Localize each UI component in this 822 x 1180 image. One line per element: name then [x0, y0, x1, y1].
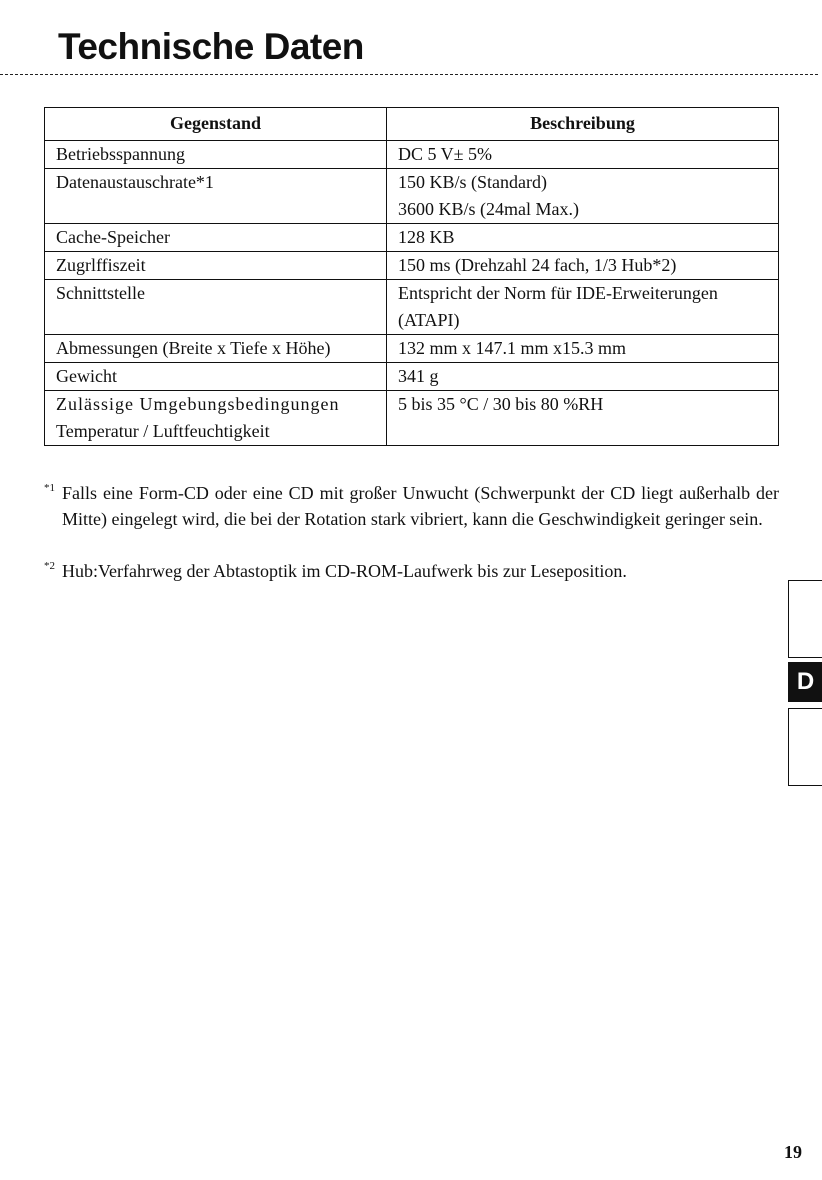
spec-value-text: 128 KB [398, 227, 455, 247]
side-tab-empty-top [788, 580, 822, 658]
table-row [45, 141, 779, 169]
column-header-description: Beschreibung [387, 108, 779, 141]
column-header-item: Gegenstand [45, 108, 387, 141]
spec-value [387, 224, 779, 252]
table-header-row [45, 108, 779, 141]
spec-item-text: Abmessungen (Breite x Tiefe x Höhe) [56, 338, 331, 358]
spec-item [45, 280, 387, 335]
spec-item-text: Betriebsspannung [56, 144, 185, 164]
spec-value [387, 252, 779, 280]
spec-item [45, 252, 387, 280]
side-tab-language-d: D [788, 662, 822, 702]
table-row [45, 280, 779, 335]
spec-value-text: 341 g [398, 366, 439, 386]
spec-value [387, 391, 779, 446]
footnote-text: Falls eine Form-CD oder eine CD mit großer Unwucht (Schwerpunkt der CD liegt außerhalb der Mitte) eingelegt wird, die bei der Rotation stark vibriert, kann die Geschwindigkeit geringer sein. [62, 483, 779, 529]
footnote-mark: *2 [44, 560, 55, 572]
spec-value [387, 169, 779, 224]
spec-item [45, 224, 387, 252]
spec-value [387, 141, 779, 169]
table-row [45, 391, 779, 446]
footnote-text: Hub:Verfahrweg der Abtastoptik im CD-ROM-Laufwerk bis zur Leseposition. [62, 561, 627, 581]
table-row [45, 363, 779, 391]
footnotes [44, 480, 779, 584]
spec-value-text: 3600 KB/s (24mal Max.) [398, 199, 579, 219]
spec-item [45, 169, 387, 224]
spec-item-text: Schnittstelle [56, 283, 145, 303]
side-tab-empty-bottom [788, 708, 822, 786]
spec-value-text: (ATAPI) [398, 310, 460, 330]
table-row [45, 252, 779, 280]
spec-item-text: Gewicht [56, 366, 117, 386]
spec-value [387, 280, 779, 335]
spec-table [44, 107, 779, 446]
footnote-1 [44, 480, 779, 532]
spec-value [387, 363, 779, 391]
spec-item-text: Cache-Speicher [56, 227, 170, 247]
footnote-2 [44, 558, 779, 584]
table-row [45, 169, 779, 224]
spec-item-text: Zugrlffiszeit [56, 255, 146, 275]
footnote-mark: *1 [44, 482, 55, 494]
spec-value [387, 335, 779, 363]
spec-value-text: DC 5 V± 5% [398, 144, 493, 164]
spec-value-text: 5 bis 35 °C / 30 bis 80 %RH [398, 394, 604, 414]
table-row [45, 335, 779, 363]
spec-value-text: 150 ms (Drehzahl 24 fach, 1/3 Hub*2) [398, 255, 677, 275]
spec-value-text: Entspricht der Norm für IDE-Erweiterungen [398, 283, 718, 303]
table-row [45, 224, 779, 252]
page-title: Technische Daten [58, 26, 364, 67]
page-number: 19 [784, 1142, 802, 1162]
spec-item-text: Datenaustauschrate*1 [56, 172, 214, 192]
spec-item [45, 141, 387, 169]
spec-item [45, 335, 387, 363]
spec-item-text: Zulässige Umgebungsbedingungen [56, 394, 340, 414]
title-divider [0, 74, 818, 75]
spec-value-text: 150 KB/s (Standard) [398, 172, 547, 192]
spec-value-text: 132 mm x 147.1 mm x15.3 mm [398, 338, 627, 358]
spec-item [45, 363, 387, 391]
spec-item-text: Temperatur / Luftfeuchtigkeit [56, 421, 270, 441]
spec-item [45, 391, 387, 446]
